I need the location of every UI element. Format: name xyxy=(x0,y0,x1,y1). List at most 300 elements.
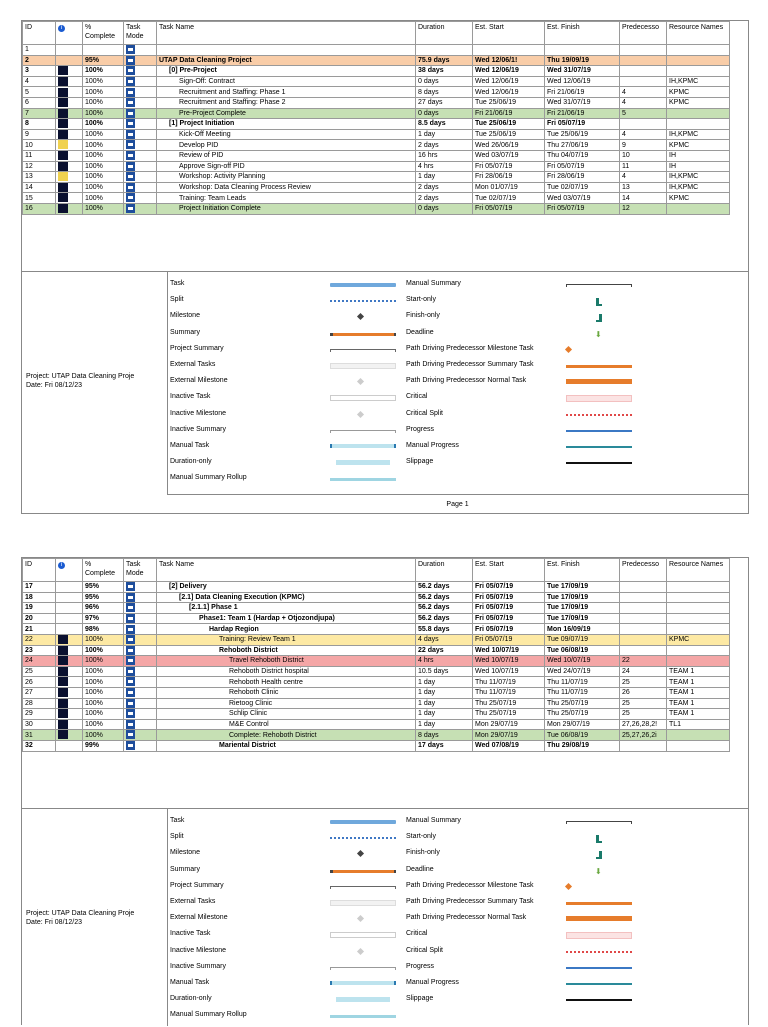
row-est-finish[interactable]: Tue 17/09/19 xyxy=(545,582,620,593)
row-resource-names[interactable]: KPMC xyxy=(667,87,730,98)
row-est-finish[interactable]: Tue 25/06/19 xyxy=(545,129,620,140)
row-predecessors[interactable]: 24 xyxy=(620,666,667,677)
row-id[interactable]: 22 xyxy=(23,634,56,645)
row-task-name[interactable]: Training: Review Team 1 xyxy=(157,634,416,645)
table-row[interactable] xyxy=(23,740,730,751)
row-id[interactable]: 1 xyxy=(23,45,56,56)
row-task-name[interactable]: [0] Pre-Project xyxy=(157,66,416,77)
row-duration[interactable]: 4 days xyxy=(416,634,473,645)
row-est-finish[interactable]: Mon 29/07/19 xyxy=(545,719,620,730)
row-percent-complete[interactable]: 100% xyxy=(83,150,124,161)
table-row[interactable] xyxy=(23,129,730,140)
row-predecessors[interactable] xyxy=(620,66,667,77)
row-task-name[interactable]: Training: Team Leads xyxy=(157,193,416,204)
row-est-finish[interactable]: Thu 29/08/19 xyxy=(545,740,620,751)
table-row[interactable] xyxy=(23,603,730,614)
header-task-mode[interactable]: Task Mode xyxy=(124,22,157,45)
header-indicators[interactable] xyxy=(56,22,83,45)
row-indicator[interactable] xyxy=(56,203,83,214)
row-percent-complete[interactable]: 100% xyxy=(83,97,124,108)
row-indicator[interactable] xyxy=(56,76,83,87)
row-duration[interactable]: 17 days xyxy=(416,740,473,751)
row-duration[interactable]: 1 day xyxy=(416,677,473,688)
row-percent-complete[interactable]: 97% xyxy=(83,613,124,624)
row-resource-names[interactable]: IH,KPMC xyxy=(667,172,730,183)
row-duration[interactable]: 75.9 days xyxy=(416,55,473,66)
row-id[interactable]: 26 xyxy=(23,677,56,688)
row-percent-complete[interactable]: 100% xyxy=(83,119,124,130)
row-task-name[interactable]: Recruitment and Staffing: Phase 2 xyxy=(157,97,416,108)
row-task-name[interactable]: [2.1] Data Cleaning Execution (KPMC) xyxy=(157,592,416,603)
row-resource-names[interactable]: TEAM 1 xyxy=(667,698,730,709)
row-indicator[interactable] xyxy=(56,182,83,193)
table-row[interactable] xyxy=(23,592,730,603)
row-predecessors[interactable]: 25 xyxy=(620,698,667,709)
row-task-mode[interactable] xyxy=(124,119,157,130)
row-task-mode[interactable] xyxy=(124,677,157,688)
table-row[interactable] xyxy=(23,582,730,593)
row-indicator[interactable] xyxy=(56,172,83,183)
row-duration[interactable]: 2 days xyxy=(416,182,473,193)
header-task-name[interactable]: Task Name xyxy=(157,22,416,45)
row-indicator[interactable] xyxy=(56,87,83,98)
row-task-name[interactable]: Rehoboth Health centre xyxy=(157,677,416,688)
row-id[interactable]: 15 xyxy=(23,193,56,204)
row-resource-names[interactable] xyxy=(667,656,730,667)
table-row[interactable] xyxy=(23,108,730,119)
row-indicator[interactable] xyxy=(56,698,83,709)
row-task-mode[interactable] xyxy=(124,719,157,730)
row-task-name[interactable]: Workshop: Activity Planning xyxy=(157,172,416,183)
row-id[interactable]: 6 xyxy=(23,97,56,108)
row-est-start[interactable]: Fri 05/07/19 xyxy=(473,582,545,593)
row-task-mode[interactable] xyxy=(124,645,157,656)
row-id[interactable]: 14 xyxy=(23,182,56,193)
row-indicator[interactable] xyxy=(56,66,83,77)
row-task-name[interactable]: [1] Project Initiation xyxy=(157,119,416,130)
row-est-finish[interactable]: Thu 04/07/19 xyxy=(545,150,620,161)
row-task-mode[interactable] xyxy=(124,97,157,108)
row-duration[interactable]: 1 day xyxy=(416,698,473,709)
row-est-start[interactable]: Wed 10/07/19 xyxy=(473,656,545,667)
header-indicators[interactable] xyxy=(56,559,83,582)
row-id[interactable]: 12 xyxy=(23,161,56,172)
row-percent-complete[interactable]: 100% xyxy=(83,698,124,709)
table-row[interactable] xyxy=(23,634,730,645)
header-predecessors[interactable]: Predecesso xyxy=(620,559,667,582)
row-est-finish[interactable]: Fri 05/07/19 xyxy=(545,119,620,130)
row-percent-complete[interactable]: 95% xyxy=(83,55,124,66)
row-task-name[interactable]: Rietoog Clinic xyxy=(157,698,416,709)
row-predecessors[interactable]: 9 xyxy=(620,140,667,151)
row-est-start[interactable]: Fri 05/07/19 xyxy=(473,624,545,635)
row-id[interactable]: 19 xyxy=(23,603,56,614)
row-task-mode[interactable] xyxy=(124,76,157,87)
row-task-name[interactable] xyxy=(157,45,416,56)
row-est-start[interactable]: Fri 05/07/19 xyxy=(473,203,545,214)
row-est-start[interactable]: Mon 29/07/19 xyxy=(473,730,545,741)
row-duration[interactable]: 8 days xyxy=(416,87,473,98)
row-resource-names[interactable]: KPMC xyxy=(667,97,730,108)
row-predecessors[interactable]: 10 xyxy=(620,150,667,161)
row-task-mode[interactable] xyxy=(124,687,157,698)
row-predecessors[interactable] xyxy=(620,645,667,656)
table-row[interactable] xyxy=(23,624,730,635)
header-percent-complete[interactable]: % Complete xyxy=(83,559,124,582)
row-indicator[interactable] xyxy=(56,108,83,119)
row-indicator[interactable] xyxy=(56,193,83,204)
row-id[interactable]: 4 xyxy=(23,76,56,87)
row-est-start[interactable]: Fri 21/06/19 xyxy=(473,108,545,119)
row-est-start[interactable]: Thu 25/07/19 xyxy=(473,698,545,709)
row-task-name[interactable]: Travel Rehoboth District xyxy=(157,656,416,667)
row-task-name[interactable]: Hardap Region xyxy=(157,624,416,635)
row-predecessors[interactable] xyxy=(620,592,667,603)
row-predecessors[interactable] xyxy=(620,582,667,593)
row-est-finish[interactable]: Wed 24/07/19 xyxy=(545,666,620,677)
row-percent-complete[interactable]: 100% xyxy=(83,129,124,140)
row-indicator[interactable] xyxy=(56,645,83,656)
row-percent-complete[interactable]: 100% xyxy=(83,140,124,151)
row-percent-complete[interactable]: 100% xyxy=(83,634,124,645)
row-percent-complete[interactable]: 96% xyxy=(83,603,124,614)
row-id[interactable]: 3 xyxy=(23,66,56,77)
row-id[interactable]: 13 xyxy=(23,172,56,183)
row-est-finish[interactable]: Wed 03/07/19 xyxy=(545,193,620,204)
table-row[interactable] xyxy=(23,698,730,709)
row-percent-complete[interactable]: 100% xyxy=(83,161,124,172)
row-resource-names[interactable] xyxy=(667,603,730,614)
row-task-mode[interactable] xyxy=(124,582,157,593)
row-predecessors[interactable]: 12 xyxy=(620,203,667,214)
row-indicator[interactable] xyxy=(56,150,83,161)
row-est-finish[interactable]: Tue 09/07/19 xyxy=(545,634,620,645)
row-predecessors[interactable] xyxy=(620,119,667,130)
row-resource-names[interactable]: IH xyxy=(667,150,730,161)
row-task-mode[interactable] xyxy=(124,172,157,183)
row-est-finish[interactable]: Mon 16/09/19 xyxy=(545,624,620,635)
row-id[interactable]: 29 xyxy=(23,709,56,720)
row-est-start[interactable]: Tue 02/07/19 xyxy=(473,193,545,204)
row-resource-names[interactable]: KPMC xyxy=(667,634,730,645)
table-row[interactable] xyxy=(23,182,730,193)
row-id[interactable]: 8 xyxy=(23,119,56,130)
row-task-mode[interactable] xyxy=(124,140,157,151)
table-row[interactable] xyxy=(23,45,730,56)
row-resource-names[interactable] xyxy=(667,730,730,741)
row-resource-names[interactable] xyxy=(667,55,730,66)
row-percent-complete[interactable]: 100% xyxy=(83,666,124,677)
row-percent-complete[interactable] xyxy=(83,45,124,56)
row-est-start[interactable]: Wed 10/07/19 xyxy=(473,645,545,656)
row-task-name[interactable]: [2.1.1] Phase 1 xyxy=(157,603,416,614)
row-resource-names[interactable]: KPMC xyxy=(667,193,730,204)
row-est-start[interactable]: Fri 05/07/19 xyxy=(473,603,545,614)
row-est-start[interactable]: Thu 11/07/19 xyxy=(473,687,545,698)
row-percent-complete[interactable]: 100% xyxy=(83,645,124,656)
row-indicator[interactable] xyxy=(56,592,83,603)
header-id[interactable]: ID xyxy=(23,559,56,582)
row-resource-names[interactable] xyxy=(667,66,730,77)
row-indicator[interactable] xyxy=(56,634,83,645)
row-indicator[interactable] xyxy=(56,140,83,151)
table-row[interactable] xyxy=(23,719,730,730)
row-percent-complete[interactable]: 100% xyxy=(83,203,124,214)
row-duration[interactable]: 1 day xyxy=(416,709,473,720)
row-task-name[interactable]: Rehoboth District xyxy=(157,645,416,656)
row-task-mode[interactable] xyxy=(124,193,157,204)
row-percent-complete[interactable]: 99% xyxy=(83,740,124,751)
table-row[interactable] xyxy=(23,656,730,667)
row-indicator[interactable] xyxy=(56,55,83,66)
row-resource-names[interactable] xyxy=(667,108,730,119)
row-duration[interactable]: 8 days xyxy=(416,730,473,741)
header-duration[interactable]: Duration xyxy=(416,22,473,45)
row-est-finish[interactable]: Tue 17/09/19 xyxy=(545,603,620,614)
row-est-start[interactable]: Fri 28/06/19 xyxy=(473,172,545,183)
row-task-mode[interactable] xyxy=(124,161,157,172)
row-id[interactable]: 21 xyxy=(23,624,56,635)
row-predecessors[interactable]: 25,27,26,2i xyxy=(620,730,667,741)
row-id[interactable]: 27 xyxy=(23,687,56,698)
row-indicator[interactable] xyxy=(56,677,83,688)
row-est-start[interactable]: Wed 10/07/19 xyxy=(473,666,545,677)
row-est-start[interactable]: Thu 11/07/19 xyxy=(473,677,545,688)
row-task-name[interactable]: Pre-Project Complete xyxy=(157,108,416,119)
row-task-mode[interactable] xyxy=(124,55,157,66)
row-percent-complete[interactable]: 100% xyxy=(83,719,124,730)
row-est-finish[interactable] xyxy=(545,45,620,56)
row-duration[interactable]: 56.2 days xyxy=(416,582,473,593)
row-predecessors[interactable]: 4 xyxy=(620,172,667,183)
row-indicator[interactable] xyxy=(56,709,83,720)
row-resource-names[interactable]: TEAM 1 xyxy=(667,677,730,688)
row-duration[interactable]: 4 hrs xyxy=(416,161,473,172)
row-resource-names[interactable] xyxy=(667,119,730,130)
row-task-name[interactable]: Sign-Off: Contract xyxy=(157,76,416,87)
row-percent-complete[interactable]: 95% xyxy=(83,592,124,603)
row-est-finish[interactable]: Tue 06/08/19 xyxy=(545,730,620,741)
table-row[interactable] xyxy=(23,140,730,151)
row-est-start[interactable]: Thu 25/07/19 xyxy=(473,709,545,720)
row-task-mode[interactable] xyxy=(124,603,157,614)
row-percent-complete[interactable]: 100% xyxy=(83,709,124,720)
row-predecessors[interactable]: 26 xyxy=(620,687,667,698)
row-resource-names[interactable]: IH xyxy=(667,161,730,172)
row-task-mode[interactable] xyxy=(124,709,157,720)
row-task-name[interactable]: Approve Sign-off PID xyxy=(157,161,416,172)
row-task-name[interactable]: Phase1: Team 1 (Hardap + Otjozondjupa) xyxy=(157,613,416,624)
row-est-finish[interactable]: Wed 31/07/19 xyxy=(545,97,620,108)
row-task-mode[interactable] xyxy=(124,87,157,98)
row-resource-names[interactable] xyxy=(667,645,730,656)
row-est-start[interactable]: Mon 29/07/19 xyxy=(473,719,545,730)
row-task-mode[interactable] xyxy=(124,656,157,667)
table-row[interactable] xyxy=(23,730,730,741)
row-resource-names[interactable] xyxy=(667,203,730,214)
row-indicator[interactable] xyxy=(56,582,83,593)
row-est-start[interactable]: Wed 03/07/19 xyxy=(473,150,545,161)
row-task-name[interactable]: UTAP Data Cleaning Project xyxy=(157,55,416,66)
row-duration[interactable]: 38 days xyxy=(416,66,473,77)
row-id[interactable]: 20 xyxy=(23,613,56,624)
row-task-mode[interactable] xyxy=(124,740,157,751)
row-est-finish[interactable]: Wed 10/07/19 xyxy=(545,656,620,667)
row-task-name[interactable]: Complete: Rehoboth District xyxy=(157,730,416,741)
row-task-name[interactable]: Rehoboth Clinic xyxy=(157,687,416,698)
row-percent-complete[interactable]: 100% xyxy=(83,656,124,667)
row-predecessors[interactable] xyxy=(620,603,667,614)
row-est-finish[interactable]: Fri 21/06/19 xyxy=(545,87,620,98)
row-predecessors[interactable] xyxy=(620,55,667,66)
table-row[interactable] xyxy=(23,97,730,108)
row-percent-complete[interactable]: 100% xyxy=(83,677,124,688)
row-task-mode[interactable] xyxy=(124,730,157,741)
row-duration[interactable]: 1 day xyxy=(416,172,473,183)
row-task-name[interactable]: Mariental District xyxy=(157,740,416,751)
row-task-mode[interactable] xyxy=(124,698,157,709)
row-duration[interactable]: 56.2 days xyxy=(416,613,473,624)
header-task-mode[interactable]: Task Mode xyxy=(124,559,157,582)
row-duration[interactable]: 2 days xyxy=(416,140,473,151)
row-task-name[interactable]: Workshop: Data Cleaning Process Review xyxy=(157,182,416,193)
row-task-name[interactable]: Kick-Off Meeting xyxy=(157,129,416,140)
row-duration[interactable]: 56.2 days xyxy=(416,603,473,614)
row-est-finish[interactable]: Tue 17/09/19 xyxy=(545,592,620,603)
row-indicator[interactable] xyxy=(56,687,83,698)
row-id[interactable]: 5 xyxy=(23,87,56,98)
row-est-start[interactable]: Wed 07/08/19 xyxy=(473,740,545,751)
row-task-name[interactable]: Rehoboth District hospital xyxy=(157,666,416,677)
row-est-finish[interactable]: Tue 02/07/19 xyxy=(545,182,620,193)
row-predecessors[interactable] xyxy=(620,76,667,87)
row-task-mode[interactable] xyxy=(124,203,157,214)
row-indicator[interactable] xyxy=(56,119,83,130)
row-resource-names[interactable]: TEAM 1 xyxy=(667,666,730,677)
row-id[interactable]: 23 xyxy=(23,645,56,656)
row-duration[interactable]: 0 days xyxy=(416,76,473,87)
table-row[interactable] xyxy=(23,645,730,656)
row-id[interactable]: 28 xyxy=(23,698,56,709)
row-est-finish[interactable]: Thu 19/09/19 xyxy=(545,55,620,66)
row-predecessors[interactable]: 27,26,28,2! xyxy=(620,719,667,730)
row-resource-names[interactable]: KPMC xyxy=(667,140,730,151)
row-duration[interactable]: 10.5 days xyxy=(416,666,473,677)
row-est-finish[interactable]: Thu 25/07/19 xyxy=(545,698,620,709)
row-indicator[interactable] xyxy=(56,624,83,635)
row-predecessors[interactable]: 13 xyxy=(620,182,667,193)
row-indicator[interactable] xyxy=(56,666,83,677)
row-resource-names[interactable]: IH,KPMC xyxy=(667,76,730,87)
row-resource-names[interactable]: IH,KPMC xyxy=(667,182,730,193)
table-row[interactable] xyxy=(23,193,730,204)
row-id[interactable]: 7 xyxy=(23,108,56,119)
row-est-start[interactable]: Wed 12/06/19 xyxy=(473,66,545,77)
header-percent-complete[interactable]: % Complete xyxy=(83,22,124,45)
table-row[interactable] xyxy=(23,161,730,172)
row-predecessors[interactable] xyxy=(620,613,667,624)
table-row[interactable] xyxy=(23,677,730,688)
row-indicator[interactable] xyxy=(56,45,83,56)
row-est-start[interactable]: Fri 05/07/19 xyxy=(473,613,545,624)
row-id[interactable]: 9 xyxy=(23,129,56,140)
row-resource-names[interactable]: TEAM 1 xyxy=(667,709,730,720)
row-duration[interactable]: 0 days xyxy=(416,203,473,214)
row-percent-complete[interactable]: 100% xyxy=(83,182,124,193)
row-percent-complete[interactable]: 100% xyxy=(83,87,124,98)
row-task-name[interactable]: M&E Control xyxy=(157,719,416,730)
row-est-start[interactable]: Wed 12/06/19 xyxy=(473,76,545,87)
table-row[interactable] xyxy=(23,119,730,130)
row-resource-names[interactable] xyxy=(667,613,730,624)
row-task-name[interactable]: Project Initiation Complete xyxy=(157,203,416,214)
row-resource-names[interactable] xyxy=(667,45,730,56)
table-row[interactable] xyxy=(23,709,730,720)
row-id[interactable]: 18 xyxy=(23,592,56,603)
row-task-mode[interactable] xyxy=(124,613,157,624)
row-task-mode[interactable] xyxy=(124,624,157,635)
row-est-start[interactable]: Wed 12/06/1! xyxy=(473,55,545,66)
row-est-start[interactable]: Mon 01/07/19 xyxy=(473,182,545,193)
row-indicator[interactable] xyxy=(56,603,83,614)
row-id[interactable]: 32 xyxy=(23,740,56,751)
row-predecessors[interactable]: 4 xyxy=(620,97,667,108)
row-est-start[interactable] xyxy=(473,45,545,56)
row-task-name[interactable]: Schlip Clinic xyxy=(157,709,416,720)
row-duration[interactable]: 1 day xyxy=(416,687,473,698)
row-duration[interactable]: 1 day xyxy=(416,129,473,140)
row-resource-names[interactable]: IH,KPMC xyxy=(667,129,730,140)
row-id[interactable]: 17 xyxy=(23,582,56,593)
row-duration[interactable]: 1 day xyxy=(416,719,473,730)
header-predecessors[interactable]: Predecesso xyxy=(620,22,667,45)
table-row[interactable] xyxy=(23,687,730,698)
row-predecessors[interactable]: 5 xyxy=(620,108,667,119)
row-est-start[interactable]: Tue 25/06/19 xyxy=(473,129,545,140)
row-task-mode[interactable] xyxy=(124,182,157,193)
row-id[interactable]: 16 xyxy=(23,203,56,214)
row-percent-complete[interactable]: 95% xyxy=(83,582,124,593)
row-indicator[interactable] xyxy=(56,613,83,624)
row-indicator[interactable] xyxy=(56,740,83,751)
row-indicator[interactable] xyxy=(56,97,83,108)
row-predecessors[interactable] xyxy=(620,624,667,635)
row-est-finish[interactable]: Fri 28/06/19 xyxy=(545,172,620,183)
row-task-mode[interactable] xyxy=(124,634,157,645)
row-id[interactable]: 11 xyxy=(23,150,56,161)
row-est-finish[interactable]: Thu 25/07/19 xyxy=(545,709,620,720)
row-indicator[interactable] xyxy=(56,719,83,730)
table-row[interactable] xyxy=(23,87,730,98)
header-resource-names[interactable]: Resource Names xyxy=(667,22,730,45)
row-indicator[interactable] xyxy=(56,730,83,741)
row-est-start[interactable]: Wed 26/06/19 xyxy=(473,140,545,151)
table-row[interactable] xyxy=(23,203,730,214)
row-percent-complete[interactable]: 100% xyxy=(83,66,124,77)
row-task-mode[interactable] xyxy=(124,129,157,140)
row-duration[interactable]: 8.5 days xyxy=(416,119,473,130)
row-est-finish[interactable]: Wed 31/07/19 xyxy=(545,66,620,77)
row-est-start[interactable]: Fri 05/07/19 xyxy=(473,634,545,645)
row-est-start[interactable]: Tue 25/06/19 xyxy=(473,119,545,130)
header-est-start[interactable]: Est. Start xyxy=(473,22,545,45)
table-row[interactable] xyxy=(23,666,730,677)
row-percent-complete[interactable]: 100% xyxy=(83,687,124,698)
row-resource-names[interactable] xyxy=(667,582,730,593)
table-row[interactable] xyxy=(23,613,730,624)
row-predecessors[interactable]: 25 xyxy=(620,677,667,688)
row-est-finish[interactable]: Fri 21/06/19 xyxy=(545,108,620,119)
